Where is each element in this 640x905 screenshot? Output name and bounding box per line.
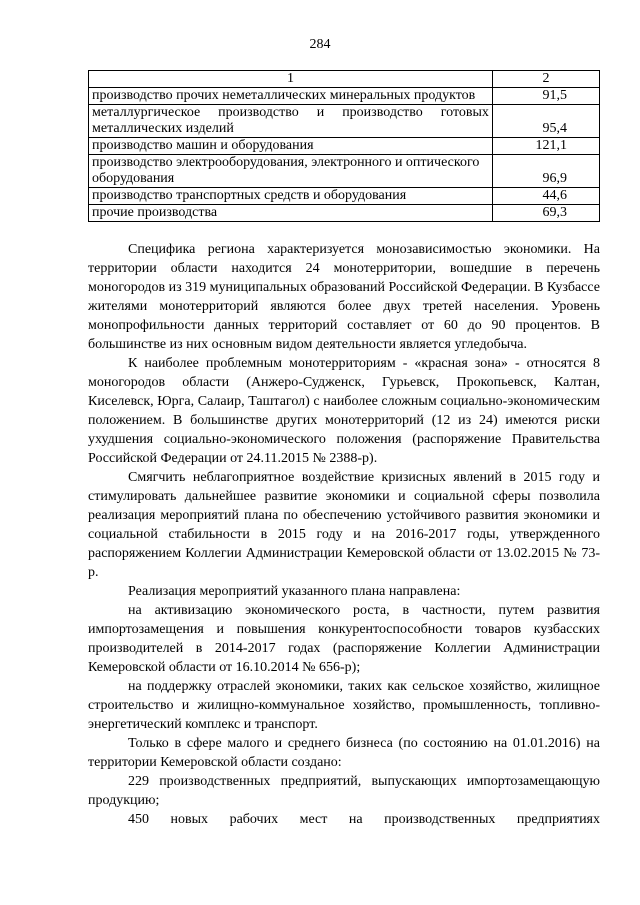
table-cell-label: производство прочих неметаллических минеральных продуктов: [89, 88, 493, 105]
table-cell-value: 95,4: [492, 105, 599, 138]
table-header-cell: 2: [492, 71, 599, 88]
table-cell-value: 44,6: [492, 188, 599, 205]
table-cell-value: 121,1: [492, 138, 599, 155]
table-header-cell: 1: [89, 71, 493, 88]
table-row: [89, 138, 600, 155]
paragraph: Только в сфере малого и среднего бизнеса (по состоянию на 01.01.2016) на территории Кемеровской области создано:: [88, 736, 600, 770]
paragraph: 229 производственных предприятий, выпускающих импортозамещающую продукцию;: [88, 774, 600, 808]
table-row: [89, 105, 600, 138]
table-row: [89, 155, 600, 188]
table-cell-label: металлургическое производство и производство готовых металлических изделий: [89, 105, 493, 138]
table-cell-value: 96,9: [492, 155, 599, 188]
body-text: [88, 240, 600, 829]
table-cell-label: производство транспортных средств и оборудования: [89, 188, 493, 205]
table-cell-value: 69,3: [492, 205, 599, 222]
paragraph: на поддержку отраслей экономики, таких как сельское хозяйство, жилищное строительство и жилищно-коммунальное хозяйство, промышленность, топливно-энергетический комплекс и транспорт.: [88, 679, 600, 732]
page-number: 284: [309, 37, 331, 52]
paragraph: К наиболее проблемным монотерриториям - «красная зона» - относятся 8 моногородов области (Анжеро-Судженск, Гурьевск, Прокопьевск, Калтан, Киселевск, Юрга, Салаир, Таштагол) с наиболее сложным социально-экономическим положением. В большинстве других монотерриторий (12 из 24) имеются риски ухудшения социально-экономического положения (распоряжение Правительства Российской Федерации от 24.11.2015 № 2388-р).: [88, 356, 600, 466]
table-header-row: [89, 71, 600, 88]
paragraph: Специфика региона характеризуется монозависимостью экономики. На территории области находится 24 монотерритории, вошедшие в перечень моногородов из 319 муниципальных образований Российской Федерации. В Кузбассе жителями монотерриторий являются более двух третей населения. Уровень монопрофильности данных территорий составляет от 60 до 90 процентов. В большинстве из них основным видом деятельности является угледобыча.: [88, 242, 600, 352]
table-cell-label: прочие производства: [89, 205, 493, 222]
table-row: [89, 188, 600, 205]
paragraph: 450 новых рабочих мест на производственных предприятиях: [128, 812, 600, 827]
paragraph: на активизацию экономического роста, в частности, путем развития импортозамещения и повышения конкурентоспособности товаров кузбасских производителей в 2014-2017 годах (распоряжение Коллегии Администрации Кемеровской области от 16.10.2014 № 656-р);: [88, 603, 600, 675]
paragraph: Реализация мероприятий указанного плана направлена:: [128, 584, 461, 599]
table-row: [89, 88, 600, 105]
data-table: [88, 70, 600, 222]
table-cell-label: производство электрооборудования, электронного и оптического оборудования: [89, 155, 493, 188]
table-row: [89, 205, 600, 222]
paragraph: Смягчить неблагоприятное воздействие кризисных явлений в 2015 году и стимулировать дальнейшее развитие экономики и социальной сферы позволила реализация мероприятий плана по обеспечению устойчивого развития экономики и социальной стабильности в 2015 году и на 2016-2017 годы, утвержденного распоряжением Коллегии Администрации Кемеровской области от 13.02.2015 № 73-р.: [88, 470, 600, 580]
table-cell-label: производство машин и оборудования: [89, 138, 493, 155]
table-cell-value: 91,5: [492, 88, 599, 105]
